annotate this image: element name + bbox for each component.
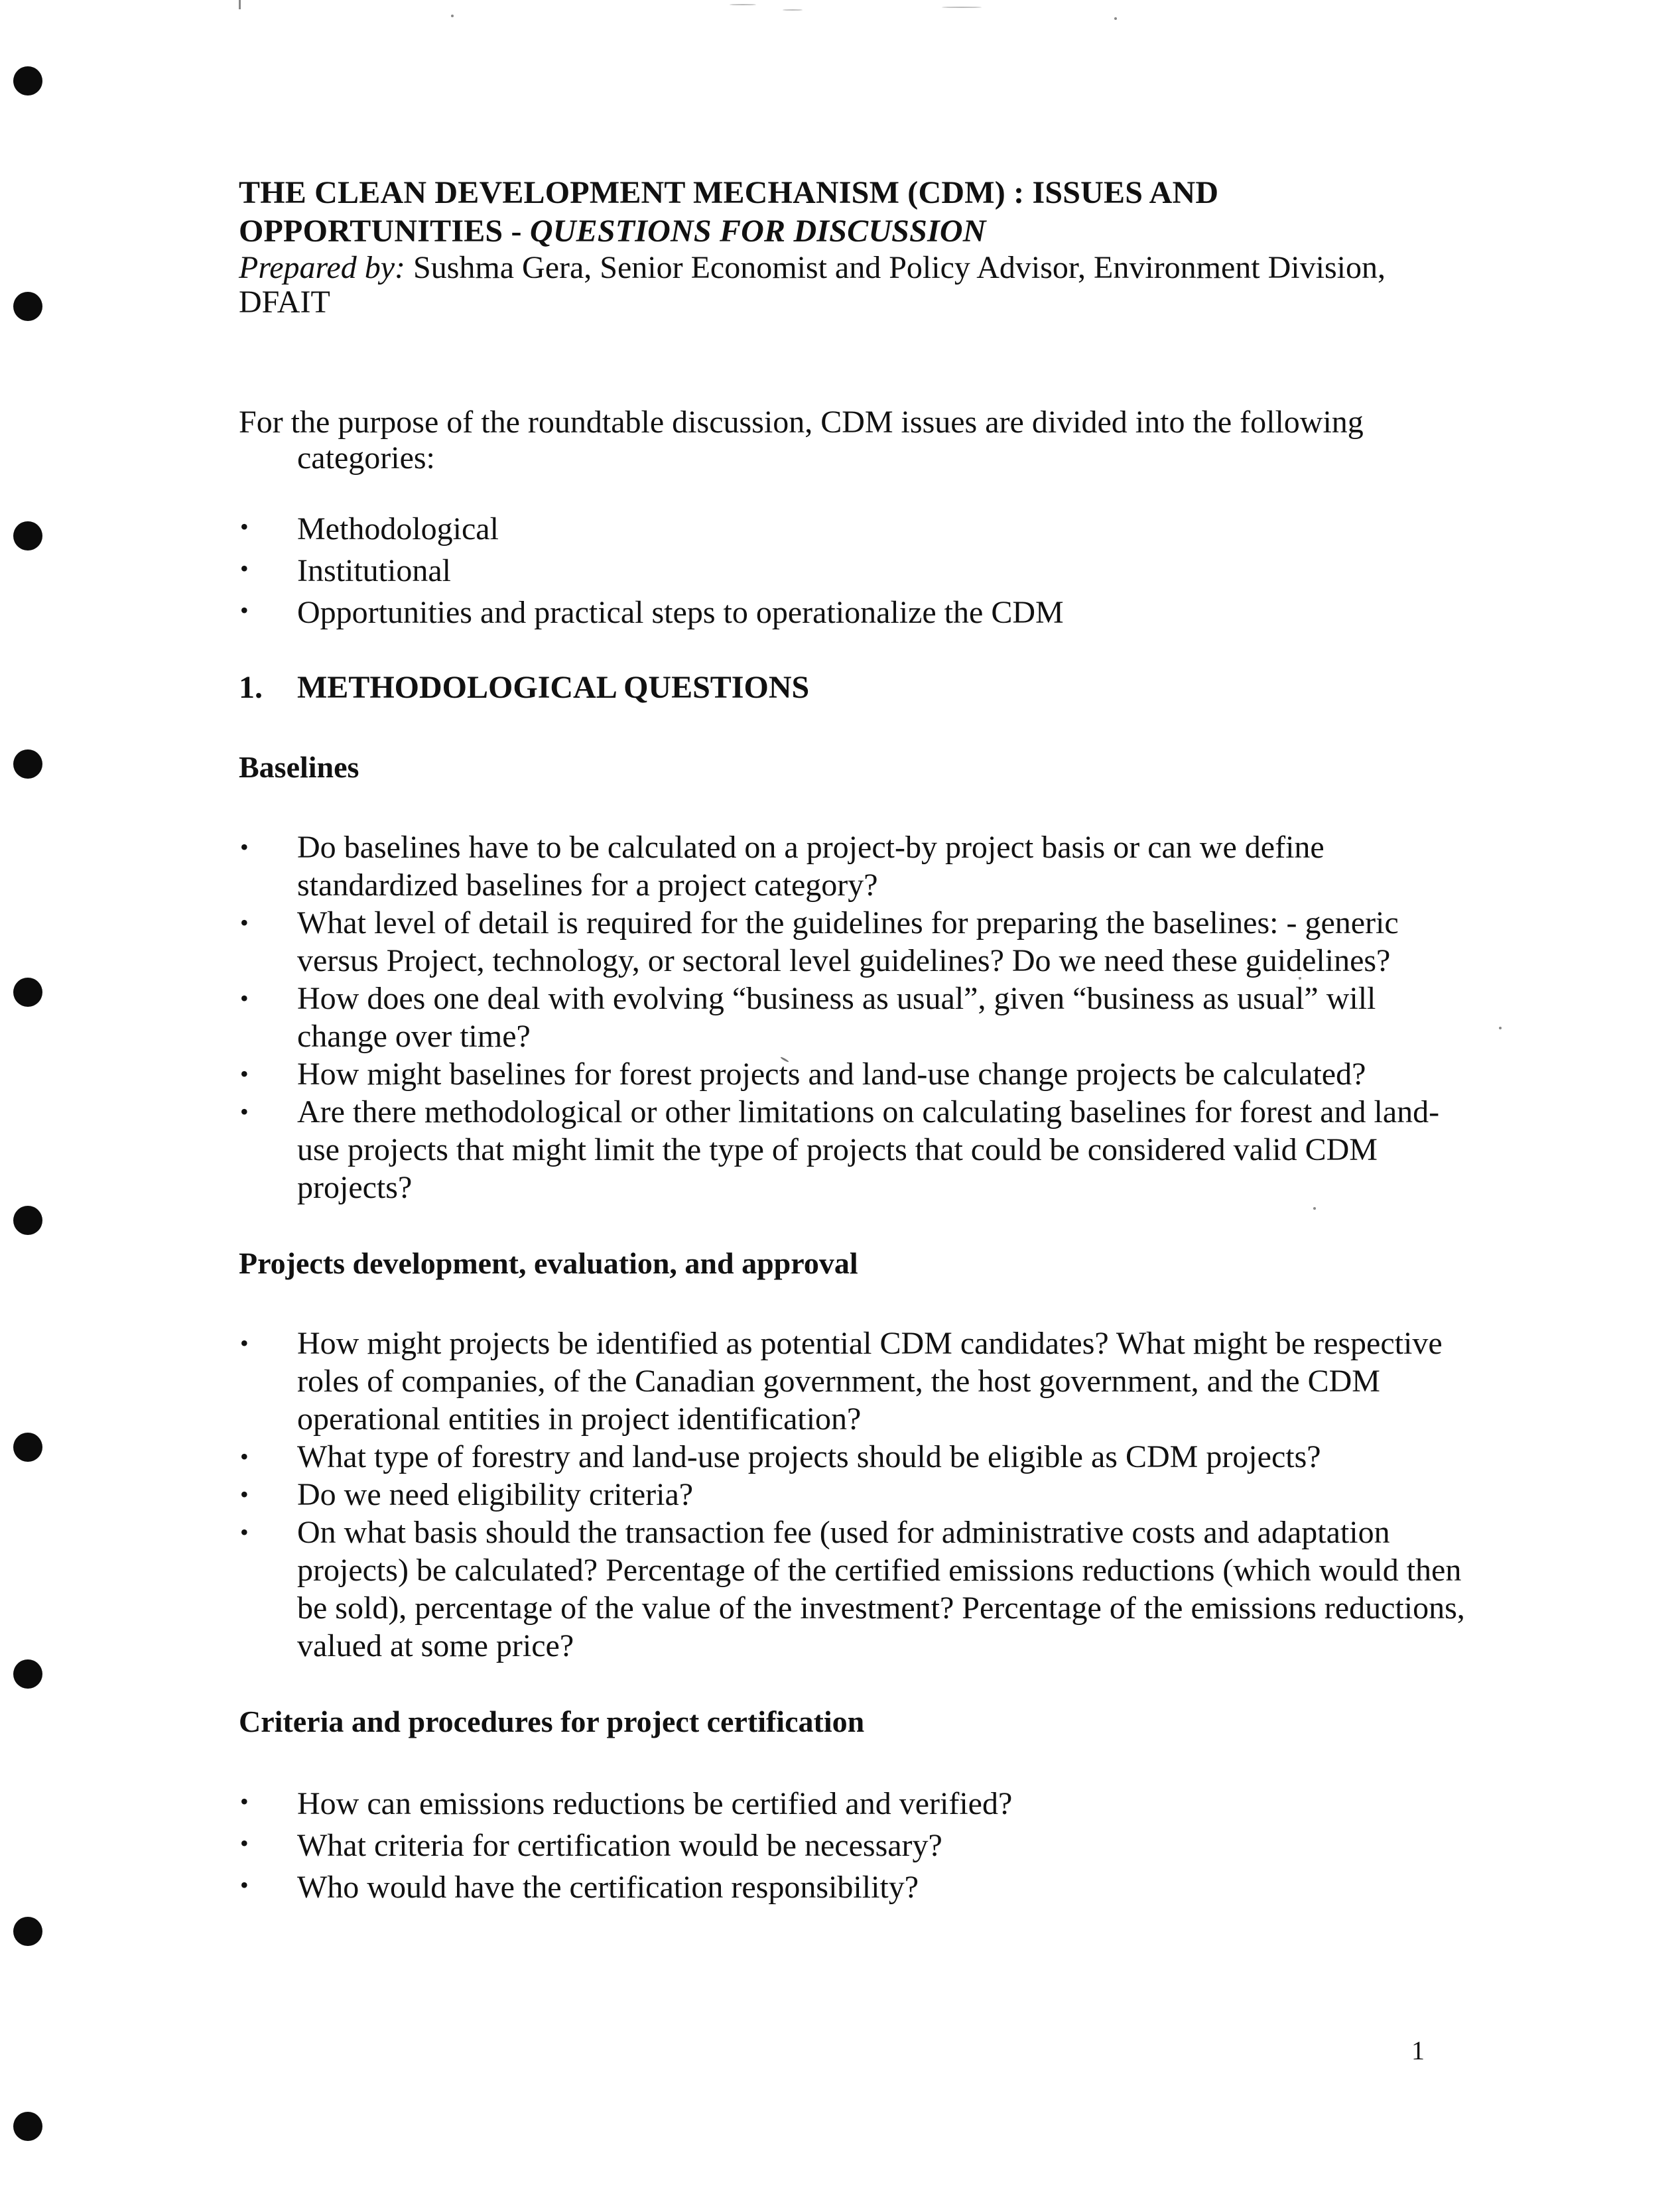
scan-speck bbox=[942, 7, 982, 8]
binder-hole bbox=[13, 2112, 42, 2141]
scan-speck bbox=[239, 0, 241, 9]
binder-hole bbox=[13, 292, 42, 321]
bullet-icon: • bbox=[240, 1830, 249, 1856]
document-content bbox=[239, 174, 1466, 1908]
certification-heading: Criteria and procedures for project certification bbox=[239, 1705, 865, 1738]
list-item bbox=[239, 1783, 1466, 1825]
list-item bbox=[239, 1866, 1466, 1908]
list-item-text: Methodological bbox=[297, 511, 499, 547]
baselines-heading: Baselines bbox=[239, 750, 359, 784]
bullet-icon: • bbox=[240, 1788, 249, 1815]
list-item bbox=[239, 1093, 1466, 1206]
list-item bbox=[239, 1514, 1466, 1665]
bullet-icon: • bbox=[240, 1098, 249, 1125]
bullet-icon: • bbox=[240, 1519, 249, 1545]
list-item-text: Do baselines have to be calculated on a project-by project basis or can we define standardized baselines for a project category? bbox=[297, 830, 1325, 903]
list-item-text: Who would have the certification responsibility? bbox=[297, 1870, 919, 1905]
bullet-icon: • bbox=[240, 597, 249, 623]
list-item-text: How can emissions reductions be certified and verified? bbox=[297, 1786, 1013, 1821]
list-item bbox=[239, 550, 1466, 592]
bullet-icon: • bbox=[240, 513, 249, 540]
list-item bbox=[239, 592, 1466, 633]
certification-list bbox=[239, 1783, 1466, 1908]
prepared-by-text: Sushma Gera, Senior Economist and Policy Advisor, Environment Division, DFAIT bbox=[239, 250, 1386, 320]
scan-speck bbox=[1114, 17, 1117, 20]
author-credit bbox=[239, 251, 1466, 320]
binder-hole bbox=[13, 66, 42, 96]
scan-speck bbox=[451, 15, 454, 17]
binder-hole bbox=[13, 521, 42, 550]
list-item-text: What type of forestry and land-use projects should be eligible as CDM projects? bbox=[297, 1439, 1321, 1474]
projects-list bbox=[239, 1325, 1466, 1665]
title-subtitle: QUESTIONS FOR DISCUSSION bbox=[529, 214, 986, 249]
projects-heading: Projects development, evaluation, and approval bbox=[239, 1246, 858, 1280]
category-list bbox=[239, 508, 1466, 633]
list-item bbox=[239, 1825, 1466, 1866]
list-item-text: Do we need eligibility criteria? bbox=[297, 1477, 694, 1512]
list-item bbox=[239, 828, 1466, 904]
list-item-text: On what basis should the transaction fee (used for administrative costs and adaptation projects) be calculated? Percentage of the certified emissions reductions (which would then be sold), percentage of the value of the investment? Percentage of the emissions reductions, valued at some price? bbox=[297, 1515, 1465, 1663]
bullet-icon: • bbox=[240, 834, 249, 860]
title-line-1: THE CLEAN DEVELOPMENT MECHANISM (CDM) : ISSUES AND bbox=[239, 175, 1219, 210]
list-item bbox=[239, 1476, 1466, 1514]
prepared-by-label: Prepared by: bbox=[239, 250, 406, 285]
binder-hole bbox=[13, 1659, 42, 1689]
list-item bbox=[239, 1055, 1466, 1093]
list-item bbox=[239, 508, 1466, 550]
intro-paragraph: For the purpose of the roundtable discussion, CDM issues are divided into the following categories: bbox=[239, 405, 1364, 476]
scan-speck bbox=[783, 9, 803, 11]
section-number: 1. bbox=[239, 670, 263, 705]
list-item-text: Opportunities and practical steps to operationalize the CDM bbox=[297, 595, 1064, 630]
bullet-icon: • bbox=[240, 1443, 249, 1470]
section-heading bbox=[239, 668, 1466, 708]
baselines-list bbox=[239, 828, 1466, 1206]
binder-hole bbox=[13, 1206, 42, 1235]
list-item-text: How might baselines for forest projects and land-use change projects be calculated? bbox=[297, 1057, 1366, 1092]
section-title: METHODOLOGICAL QUESTIONS bbox=[297, 670, 810, 705]
list-item-text: What criteria for certification would be necessary? bbox=[297, 1828, 942, 1863]
bullet-icon: • bbox=[240, 1872, 249, 1898]
list-item bbox=[239, 904, 1466, 980]
list-item-text: Are there methodological or other limitations on calculating baselines for forest and land-use projects that might limit the type of projects that could be considered valid CDM projects? bbox=[297, 1094, 1440, 1205]
scan-speck bbox=[730, 4, 756, 5]
bullet-icon: • bbox=[240, 1481, 249, 1508]
list-item-text: How does one deal with evolving “business as usual”, given “business as usual” will change over time? bbox=[297, 981, 1376, 1054]
binder-hole bbox=[13, 749, 42, 779]
list-item-text: Institutional bbox=[297, 553, 451, 588]
bullet-icon: • bbox=[240, 985, 249, 1011]
binder-hole bbox=[13, 1433, 42, 1462]
scan-speck bbox=[1499, 1027, 1502, 1029]
title-line-2: OPPORTUNITIES - bbox=[239, 214, 530, 249]
list-item-text: How might projects be identified as potential CDM candidates? What might be respective roles of companies, of the Canadian government, the host government, and the CDM operational entities in project identification? bbox=[297, 1326, 1443, 1437]
list-item-text: What level of detail is required for the guidelines for preparing the baselines: - generic versus Project, technology, or sectoral level guidelines? Do we need these guidelines? bbox=[297, 905, 1399, 978]
list-item bbox=[239, 1438, 1466, 1476]
page-number: 1 bbox=[1411, 2036, 1425, 2065]
binder-hole bbox=[13, 1917, 42, 1946]
bullet-icon: • bbox=[240, 1061, 249, 1087]
bullet-icon: • bbox=[240, 555, 249, 582]
bullet-icon: • bbox=[240, 1330, 249, 1356]
document-title bbox=[239, 174, 1466, 251]
bullet-icon: • bbox=[240, 909, 249, 936]
list-item bbox=[239, 1325, 1466, 1438]
binder-hole bbox=[13, 978, 42, 1007]
list-item bbox=[239, 980, 1466, 1055]
